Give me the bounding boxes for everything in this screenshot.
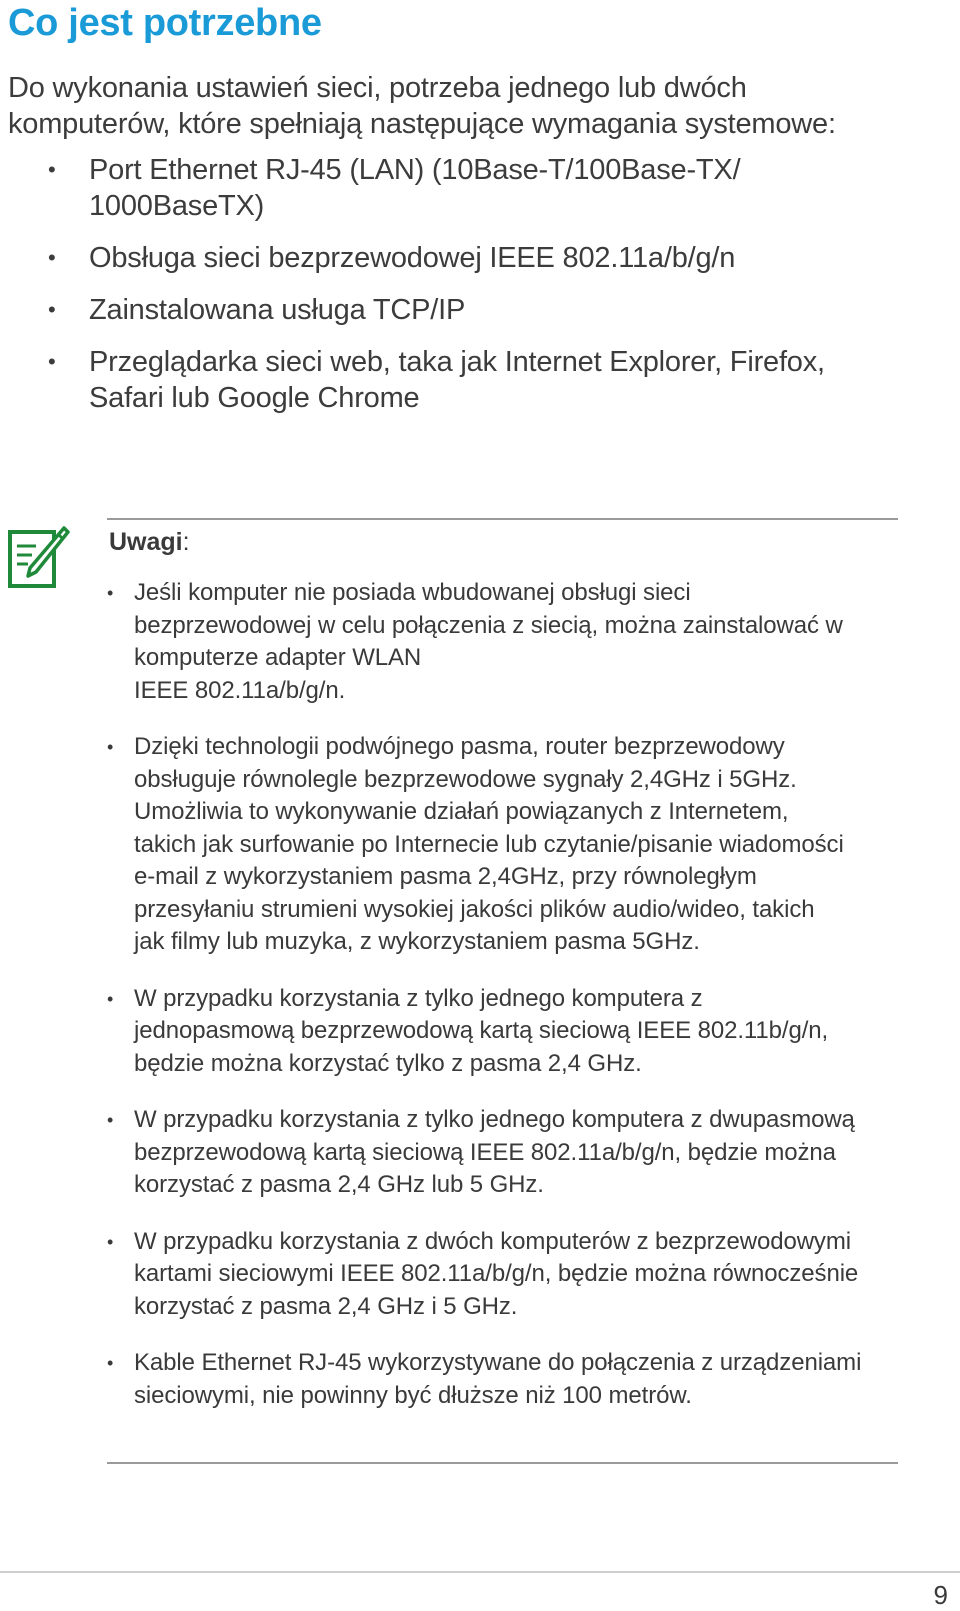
note-item (107, 983, 907, 1081)
requirement-item (8, 292, 908, 328)
bullet: • (48, 245, 56, 270)
note-item (107, 731, 907, 959)
note-line: jednopasmową bezprzewodową kartą sieciową IEEE 802.11b/g/n, (134, 1017, 829, 1044)
note-item (107, 1347, 907, 1412)
note-line: bezprzewodową kartą sieciową IEEE 802.11a/b/g/n, będzie można (134, 1138, 836, 1166)
note-line: jak filmy lub muzyka, z wykorzystaniem pasma 5GHz. (134, 928, 700, 955)
note-line: komputerze adapter WLAN (134, 644, 422, 671)
note-line: obsługuje równolegle bezprzewodowe sygnały 2,4GHz i 5GHz. (134, 765, 797, 793)
requirement-line: Obsługa sieci bezprzewodowej IEEE 802.11a/b/g/n (89, 242, 736, 274)
note-item (107, 577, 907, 707)
requirement-line: 1000BaseTX) (89, 190, 265, 222)
note-line: korzystać z pasma 2,4 GHz i 5 GHz. (134, 1292, 518, 1320)
note-line: bezprzewodowej w celu połączenia z siecią, można zainstalować w (134, 611, 843, 639)
notes-heading-label: Uwagi (109, 528, 183, 556)
note-line: korzystać z pasma 2,4 GHz lub 5 GHz. (134, 1171, 544, 1198)
bullet: • (107, 737, 114, 757)
note-line: będzie można korzystać tylko z pasma 2,4 GHz. (134, 1049, 642, 1077)
bullet: • (48, 349, 56, 374)
notes-bottom-divider (107, 1462, 898, 1464)
note-item (107, 1104, 907, 1202)
note-line: kartami sieciowymi IEEE 802.11a/b/g/n, będzie można równocześnie (134, 1260, 859, 1287)
requirement-line: Safari lub Google Chrome (89, 382, 420, 414)
bullet: • (48, 297, 56, 322)
page-number: 9 (933, 1580, 948, 1610)
bullet: • (107, 1353, 114, 1373)
note-line: takich jak surfowanie po Internecie lub czytanie/pisanie wiadomości (134, 830, 844, 858)
bullet: • (107, 1110, 114, 1130)
requirements-list (8, 152, 908, 432)
bullet: • (107, 988, 114, 1009)
requirement-line: Przeglądarka sieci web, taka jak Internet Explorer, Firefox, (89, 346, 825, 378)
notes-heading (109, 528, 190, 557)
bullet: • (107, 1231, 114, 1252)
footer-divider (0, 1571, 960, 1573)
note-line: Dzięki technologii podwójnego pasma, router bezprzewodowy (134, 733, 785, 760)
note-pencil-icon (6, 522, 70, 590)
requirement-line: Port Ethernet RJ-45 (LAN) (10Base-T/100Base-TX/ (89, 154, 741, 186)
requirement-line: Zainstalowana usługa TCP/IP (89, 294, 466, 326)
note-line: W przypadku korzystania z tylko jednego komputera z (134, 984, 703, 1012)
notes-heading-colon: : (182, 528, 190, 556)
note-line: Umożliwia to wykonywanie działań powiązanych z Internetem, (134, 798, 789, 825)
bullet: • (48, 157, 56, 182)
notes-top-divider (107, 518, 898, 520)
requirement-item (8, 344, 908, 416)
note-line: IEEE 802.11a/b/g/n. (134, 676, 346, 704)
note-line: e-mail z wykorzystaniem pasma 2,4GHz, przy równoległym (134, 863, 757, 890)
bullet: • (107, 583, 114, 603)
intro-paragraph: Do wykonania ustawień sieci, potrzeba jednego lub dwóch komputerów, które spełniają następujące wymagania systemowe: (8, 72, 836, 140)
notes-list (107, 577, 907, 1436)
note-line: Jeśli komputer nie posiada wbudowanej obsługi sieci (134, 579, 691, 606)
requirement-item (8, 240, 908, 276)
note-line: W przypadku korzystania z tylko jednego komputera z dwupasmową (134, 1106, 855, 1133)
requirement-item (8, 152, 908, 224)
note-line: W przypadku korzystania z dwóch komputerów z bezprzewodowymi (134, 1227, 851, 1255)
note-line: przesyłaniu strumieni wysokiej jakości plików audio/wideo, takich (134, 895, 815, 923)
note-line: Kable Ethernet RJ-45 wykorzystywane do połączenia z urządzeniami (134, 1349, 862, 1376)
note-item (107, 1226, 907, 1324)
page-title: Co jest potrzebne (8, 2, 322, 44)
note-line: sieciowymi, nie powinny być dłuższe niż 100 metrów. (134, 1381, 692, 1409)
